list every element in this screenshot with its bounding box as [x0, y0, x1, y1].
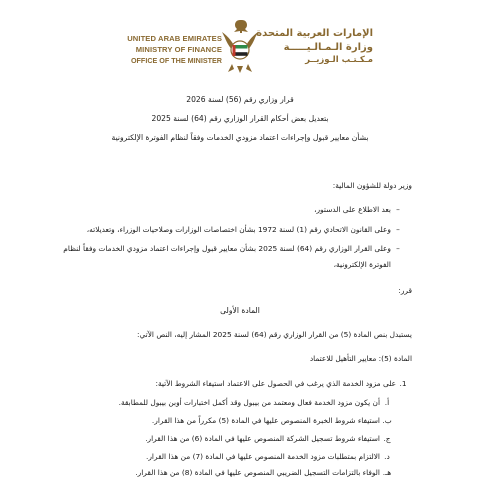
preamble-item: [45, 243, 405, 254]
subitem-mark: أ.: [384, 398, 390, 407]
subitem-mark: ب.: [382, 416, 392, 425]
decree-number: قرار وزاري رقم (56) لسنة 2026: [186, 95, 294, 104]
dash-bullet-icon: –: [396, 244, 400, 253]
header-en-ministry: MINISTRY OF FINANCE: [135, 45, 222, 54]
article-5-heading: المادة (5): معايير التأهيل للاعتماد: [309, 354, 412, 363]
subitem: [34, 467, 394, 478]
header-english-block: [104, 33, 222, 66]
subitem-text: استيفاء شروط تسجيل الشركة المنصوص عليها في المادة (6) من هذا القرار.: [145, 434, 380, 443]
subitem-text: الوفاء بالتزامات التسجيل الضريبي المنصوص عليها في المادة (8) من هذا القرار.: [135, 468, 380, 477]
subitem-mark: ج.: [383, 434, 391, 443]
header-ar-ministry: وزارة الـمـالـيـــــة: [283, 42, 373, 53]
preamble-text: وعلى القانون الاتحادي رقم (1) لسنة 1972 بشأن اختصاصات الوزارات وصلاحيات الوزراء، وتعديلاته،: [86, 225, 391, 234]
preamble-text: بعد الاطلاع على الدستور،: [314, 205, 391, 214]
article-text: يستبدل بنص المادة (5) من القرار الوزاري رقم (64) لسنة 2025 المشار إليه، النص الآتي:: [137, 330, 412, 339]
header-en-office: OFFICE OF THE MINISTER: [130, 56, 222, 65]
subitem-mark: هـ.: [382, 468, 392, 477]
item-text: على مزود الخدمة الذي يرغب في الحصول على الاعتماد استيفاء الشروط الآتية:: [155, 379, 396, 388]
subitem: [34, 433, 394, 444]
subitem: [34, 415, 394, 426]
subitem-text: أن يكون مزود الخدمة فعال ومعتمد من بيبول وقد أكمل اختبارات أوبن بيبول للمطابقة.: [118, 398, 380, 407]
header-ar-country: الإمارات العربية المتحدة: [256, 28, 373, 39]
decided-label: قرر:: [398, 286, 412, 295]
dash-bullet-icon: –: [396, 225, 400, 234]
dash-bullet-icon: –: [396, 205, 400, 214]
condition-item: [50, 378, 410, 389]
preamble-text: وعلى القرار الوزاري رقم (64) لسنة 2025 بشأن معايير قبول وإجراءات اعتماد مزودي الخدمات وفقاً لنظام: [63, 244, 391, 253]
subitem-text: استيفاء شروط الخبرة المنصوص عليها في المادة (5) مكرراً من هذا القرار.: [151, 416, 380, 425]
item-number: 1.: [399, 379, 407, 388]
preamble-item: [45, 204, 405, 215]
preamble-continuation: الفوترة الإلكترونية،: [333, 260, 391, 269]
header-arabic-block: [255, 27, 373, 67]
article-title: المادة الأولى: [220, 306, 260, 315]
addressee: وزير دولة للشؤون المالية:: [332, 181, 412, 190]
subitem-text: الالتزام بمتطلبات مزود الخدمة المنصوص عليها في المادة (7) من هذا القرار.: [146, 452, 380, 461]
subitem: [34, 397, 394, 408]
header-ar-office: مـكـتـب الـوزيــر: [305, 55, 373, 65]
subitem: [34, 451, 394, 462]
decree-subject: بشأن معايير قبول وإجراءات اعتماد مزودي الخدمات وفقاً لنظام الفوترة الإلكترونية: [111, 133, 369, 142]
subitem-mark: د.: [384, 452, 390, 461]
decree-amendment: بتعديل بعض أحكام القرار الوزاري رقم (64) لسنة 2025: [151, 114, 329, 123]
preamble-item: [45, 224, 405, 235]
header-en-country: UNITED ARAB EMIRATES: [127, 34, 222, 43]
